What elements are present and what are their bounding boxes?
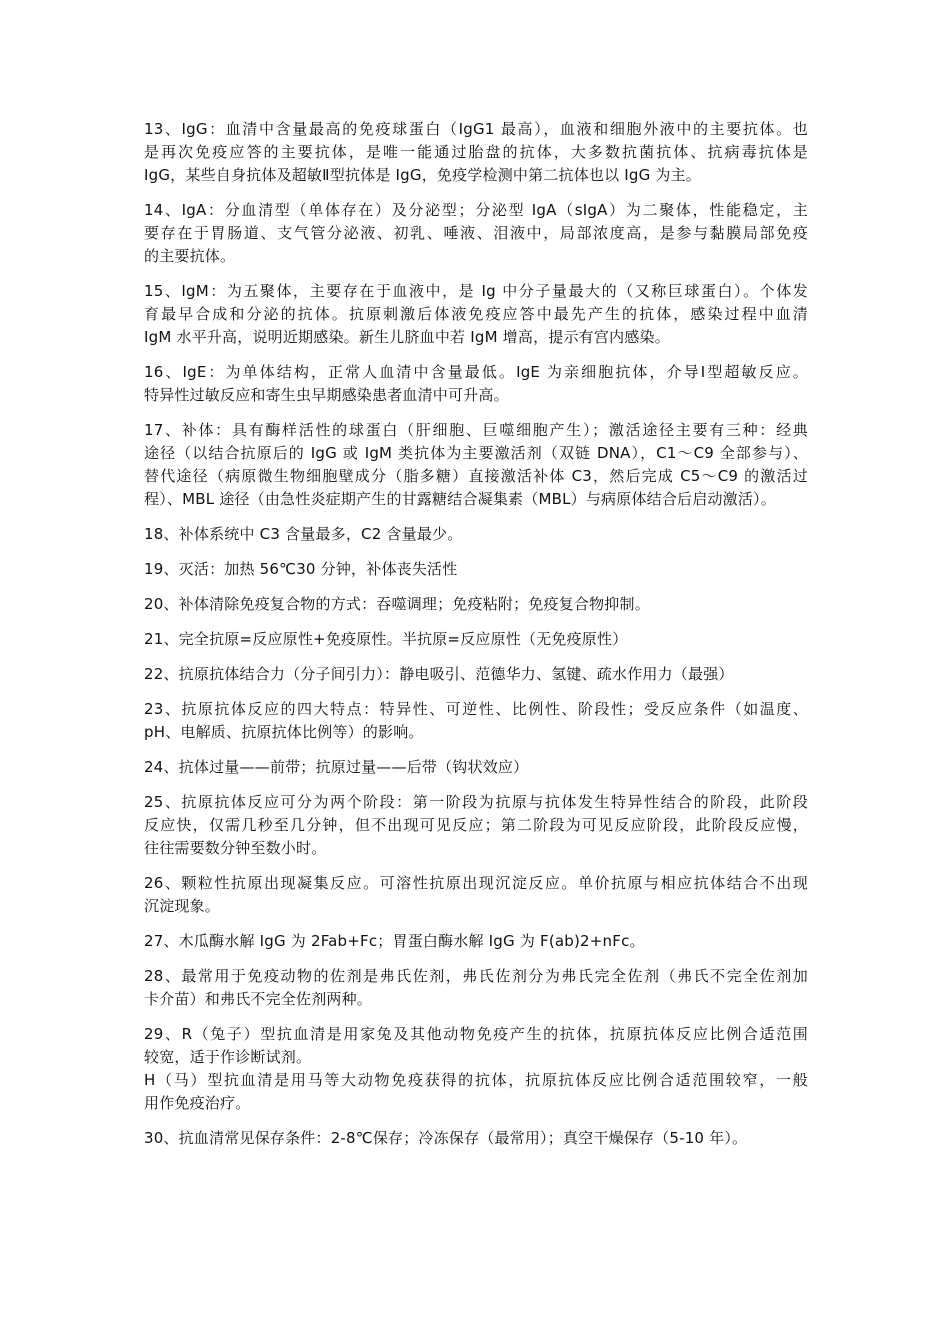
- paragraph-14-iga: [144, 199, 808, 268]
- text-line: 15、IgM：为五聚体，主要存在于血液中，是 Ig 中分子量最大的（又称巨球蛋白）。个体发: [144, 282, 808, 300]
- text-line: 途径（以结合抗原后的 IgG 或 IgM 类抗体为主要激活剂（双链 DNA），C1～C9 全部参与）、: [144, 444, 808, 462]
- text-line: 13、IgG：血清中含量最高的免疫球蛋白（IgG1 最高），血液和细胞外液中的主要抗体。也: [144, 120, 808, 138]
- text-line: 较宽，适于作诊断试剂。: [144, 1048, 312, 1066]
- text-line: 用作免疫治疗。: [144, 1094, 251, 1112]
- document-body: [144, 118, 808, 1162]
- paragraph-28: [144, 965, 808, 1011]
- paragraph-13-igg: [144, 118, 808, 187]
- text-line: 往往需要数分钟至数小时。: [144, 839, 327, 857]
- text-line: 29、R（兔子）型抗血清是用家兔及其他动物免疫产生的抗体，抗原抗体反应比例合适范围: [144, 1025, 808, 1043]
- text-line: 程）、MBL 途径（由急性炎症期产生的甘露糖结合凝集素（MBL）与病原体结合后启动激活）。: [144, 490, 776, 508]
- text-line: 17、补体：具有酶样活性的球蛋白（肝细胞、巨噬细胞产生）；激活途径主要有三种：经典: [144, 421, 808, 439]
- paragraph-24: [144, 756, 808, 779]
- text-line: 要存在于胃肠道、支气管分泌液、初乳、唾液、泪液中，局部浓度高，是参与黏膜局部免疫: [144, 224, 808, 242]
- text-line: 16、IgE：为单体结构，正常人血清中含量最低。IgE 为亲细胞抗体，介导Ⅰ型超敏反应。: [144, 363, 808, 381]
- paragraph-22: [144, 663, 808, 686]
- paragraph-16-ige: [144, 361, 808, 407]
- paragraph-26: [144, 872, 808, 918]
- text-line: 反应快，仅需几秒至几分钟，但不出现可见反应；第二阶段为可见反应阶段，此阶段反应慢，: [144, 816, 808, 834]
- text-line: 23、抗原抗体反应的四大特点：特异性、可逆性、比例性、阶段性；受反应条件（如温度、: [144, 700, 808, 718]
- text-line: 替代途径（病原微生物细胞壁成分（脂多糖）直接激活补体 C3，然后完成 C5～C9 的激活过: [144, 467, 808, 485]
- text-line: 卡介苗）和弗氏不完全佐剂两种。: [144, 990, 373, 1008]
- text-line: 25、抗原抗体反应可分为两个阶段：第一阶段为抗原与抗体发生特异性结合的阶段，此阶段: [144, 793, 808, 811]
- paragraph-29: [144, 1023, 808, 1115]
- paragraph-15-igm: [144, 280, 808, 349]
- paragraph-21: [144, 628, 808, 651]
- text-line: pH、电解质、抗原抗体比例等）的影响。: [144, 723, 424, 741]
- text-line: 沉淀现象。: [144, 897, 221, 915]
- text-line: 是再次免疫应答的主要抗体，是唯一能通过胎盘的抗体，大多数抗菌抗体、抗病毒抗体是: [144, 143, 808, 161]
- text-line: 的主要抗体。: [144, 247, 236, 265]
- paragraph-23: [144, 698, 808, 744]
- text-line: 30、抗血清常见保存条件：2-8℃保存；冷冻保存（最常用）；真空干燥保存（5-10 年）。: [144, 1129, 748, 1147]
- paragraph-20: [144, 593, 808, 616]
- paragraph-17-complement: [144, 419, 808, 511]
- text-line: IgG，某些自身抗体及超敏Ⅱ型抗体是 IgG，免疫学检测中第二抗体也以 IgG 为主。: [144, 166, 701, 184]
- text-line: 18、补体系统中 C3 含量最多，C2 含量最少。: [144, 525, 463, 543]
- paragraph-19: [144, 558, 808, 581]
- paragraph-30: [144, 1127, 808, 1150]
- text-line: 21、完全抗原=反应原性+免疫原性。半抗原=反应原性（无免疫原性）: [144, 630, 628, 648]
- text-line: H（马）型抗血清是用马等大动物免疫获得的抗体，抗原抗体反应比例合适范围较窄，一般: [144, 1071, 808, 1089]
- text-line: 26、颗粒性抗原出现凝集反应。可溶性抗原出现沉淀反应。单价抗原与相应抗体结合不出现: [144, 874, 808, 892]
- text-line: 20、补体清除免疫复合物的方式：吞噬调理；免疫粘附；免疫复合物抑制。: [144, 595, 650, 613]
- paragraph-25: [144, 791, 808, 860]
- text-line: 14、IgA：分血清型（单体存在）及分泌型；分泌型 IgA（sIgA）为二聚体，性能稳定，主: [144, 201, 808, 219]
- text-line: 28、最常用于免疫动物的佐剂是弗氏佐剂，弗氏佐剂分为弗氏完全佐剂（弗氏不完全佐剂加: [144, 967, 808, 985]
- text-line: 27、木瓜酶水解 IgG 为 2Fab+Fc；胃蛋白酶水解 IgG 为 F(ab)2+nFc。: [144, 932, 645, 950]
- text-line: IgM 水平升高，说明近期感染。新生儿脐血中若 IgM 增高，提示有宫内感染。: [144, 328, 670, 346]
- paragraph-27: [144, 930, 808, 953]
- text-line: 24、抗体过量——前带；抗原过量——后带（钩状效应）: [144, 758, 529, 776]
- text-line: 19、灭活：加热 56℃30 分钟，补体丧失活性: [144, 560, 458, 578]
- text-line: 22、抗原抗体结合力（分子间引力）：静电吸引、范德华力、氢键、疏水作用力（最强）: [144, 665, 734, 683]
- text-line: 特异性过敏反应和寄生虫早期感染患者血清中可升高。: [144, 386, 509, 404]
- paragraph-18: [144, 523, 808, 546]
- text-line: 育最早合成和分泌的抗体。抗原刺激后体液免疫应答中最先产生的抗体，感染过程中血清: [144, 305, 808, 323]
